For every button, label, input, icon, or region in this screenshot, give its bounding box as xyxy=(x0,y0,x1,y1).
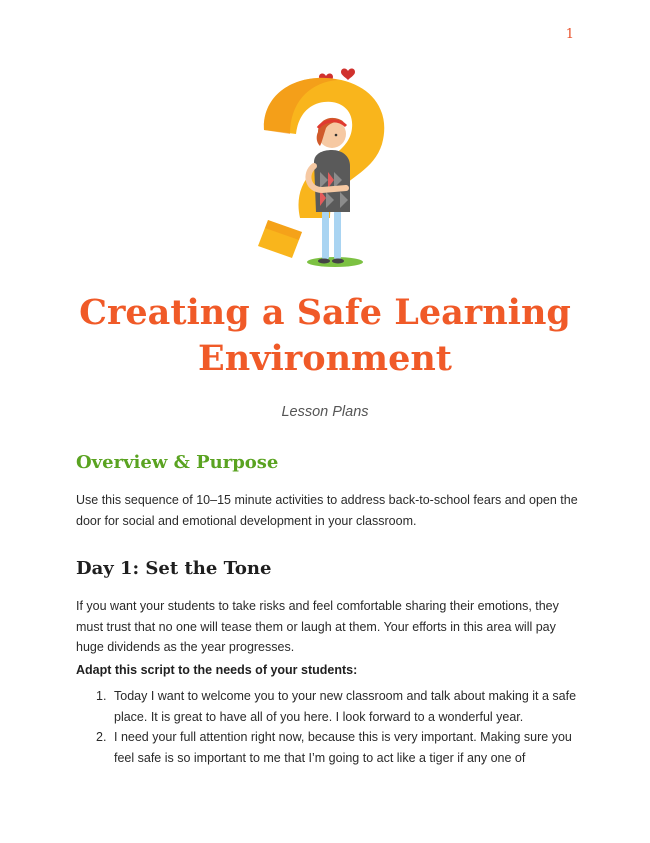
document-subtitle: Lesson Plans xyxy=(281,404,369,420)
script-lead: Adapt this script to the needs of your students: xyxy=(76,663,358,677)
list-item-text: I need your full attention right now, because this is very important. Making sure you feel safe is so important to me that I’m going to act like a tiger if any one of xyxy=(114,730,572,765)
section-heading-day1: Day 1: Set the Tone xyxy=(76,558,272,579)
day1-paragraph: If you want your students to take risks and feel comfortable sharing their emotions, they must trust that no one will tease them or laugh at them. Your efforts in this area will pay huge dividends as the year progresses. xyxy=(76,599,559,654)
list-item-text: Today I want to welcome you to your new classroom and talk about making it a safe place. It is great to have all of you here. I look forward to a wonderful year. xyxy=(114,689,577,724)
list-item xyxy=(76,686,586,727)
section-heading-overview: Overview & Purpose xyxy=(76,452,279,473)
list-item-number: 1. xyxy=(96,689,107,703)
document-title: Creating a Safe Learning Environment xyxy=(79,292,571,379)
script-list xyxy=(76,686,586,768)
list-item-number: 2. xyxy=(96,730,107,744)
list-item xyxy=(76,727,586,768)
heart-icon xyxy=(341,68,355,80)
page-number: 1 xyxy=(565,27,574,42)
overview-paragraph: Use this sequence of 10–15 minute activities to address back-to-school fears and open the door for social and emotional development in your classroom. xyxy=(76,493,578,528)
question-mark-hug-illustration xyxy=(250,62,400,267)
